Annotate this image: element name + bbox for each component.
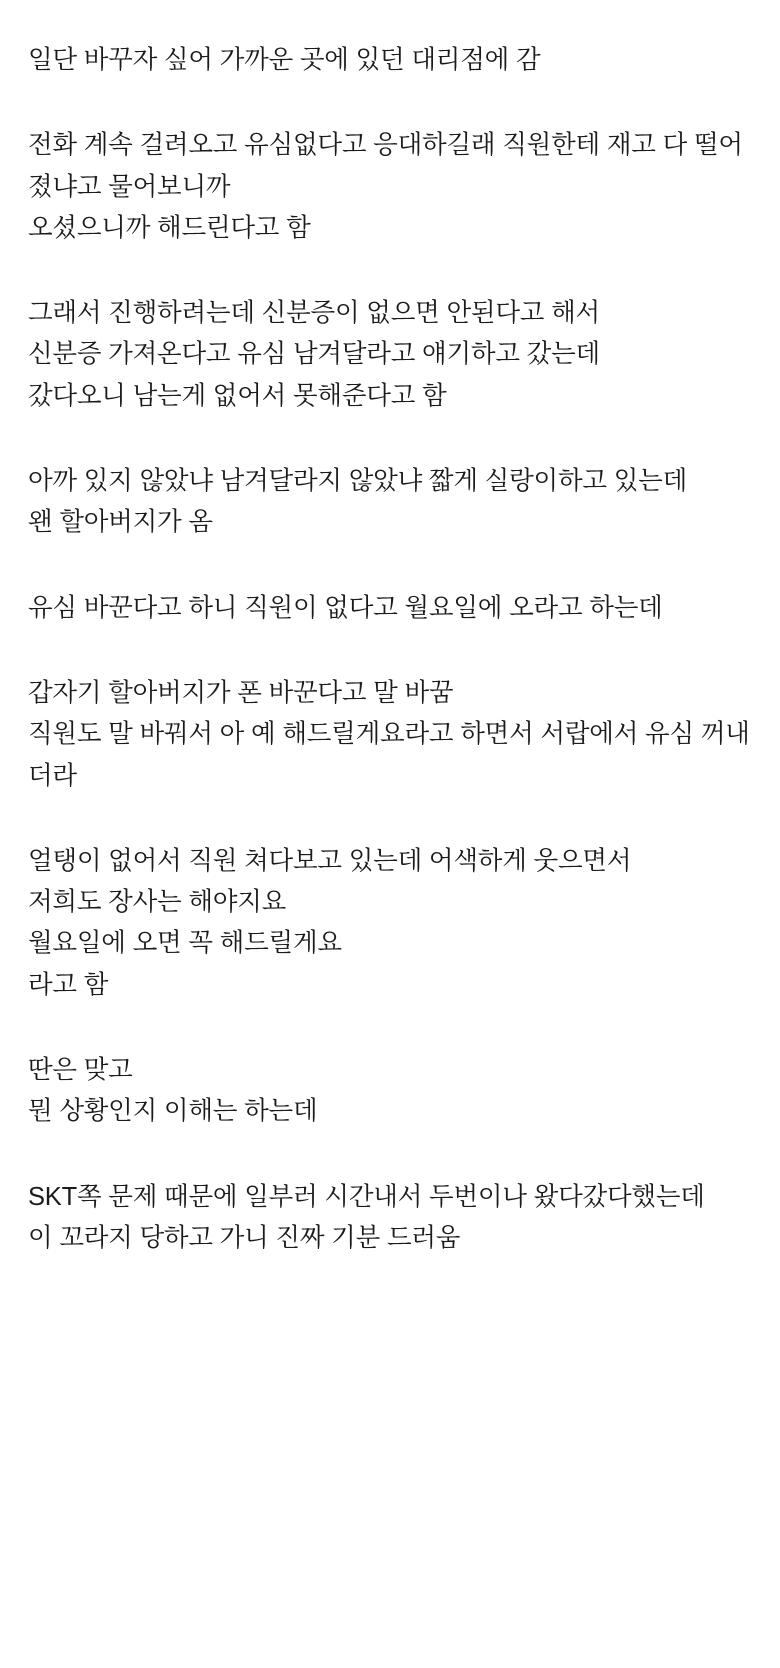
- paragraph: [28, 588, 752, 629]
- text-line: 뭔 상황인지 이해는 하는데: [28, 1097, 318, 1126]
- text-line: 이 꼬라지 당하고 가니 진짜 기분 드러움: [28, 1223, 461, 1252]
- text-line: 일단 바꾸자 싶어 가까운 곳에 있던 대리점에 감: [28, 46, 541, 74]
- paragraph: [28, 293, 752, 417]
- text-line: 왠 할아버지가 옴: [28, 508, 213, 537]
- paragraph: [28, 841, 752, 1006]
- text-line: 얼탱이 없어서 직원 쳐다보고 있는데 어색하게 웃으면서: [28, 846, 632, 875]
- text-line: 갔다오니 남는게 없어서 못해준다고 함: [28, 381, 447, 410]
- text-line: 유심 바꾼다고 하니 직원이 없다고 월요일에 오라고 하는데: [28, 593, 663, 622]
- paragraph: [28, 1050, 752, 1133]
- paragraph: [28, 40, 752, 81]
- text-line: 저희도 장사는 해야지요: [28, 888, 287, 917]
- paragraph: [28, 673, 752, 797]
- text-line: 라고 함: [28, 970, 109, 999]
- text-line: 신분증 가져온다고 유심 남겨달라고 얘기하고 갔는데: [28, 340, 600, 369]
- text-line: 직원도 말 바꿔서 아 예 해드릴게요라고 하면서 서랍에서 유심 꺼내더라: [28, 720, 750, 790]
- text-line: 갑자기 할아버지가 폰 바꾼다고 말 바꿈: [28, 678, 454, 707]
- post-body: [28, 40, 752, 1259]
- text-line: 그래서 진행하려는데 신분증이 없으면 안된다고 해서: [28, 299, 600, 328]
- paragraph: [28, 1177, 752, 1260]
- text-line: SKT쪽 문제 때문에 일부러 시간내서 두번이나 왔다갔다했는데: [28, 1182, 705, 1211]
- text-line: 아까 있지 않았냐 남겨달라지 않았냐 짧게 실랑이하고 있는데: [28, 467, 688, 496]
- text-line: 월요일에 오면 꼭 해드릴게요: [28, 929, 342, 958]
- text-line: 오셨으니까 해드린다고 함: [28, 213, 311, 242]
- text-line: 딴은 맞고: [28, 1056, 133, 1085]
- text-line: 전화 계속 걸려오고 유심없다고 응대하길래 직원한테 재고 다 떨어졌냐고 물어보니까: [28, 131, 743, 201]
- paragraph: [28, 461, 752, 544]
- paragraph: [28, 125, 752, 249]
